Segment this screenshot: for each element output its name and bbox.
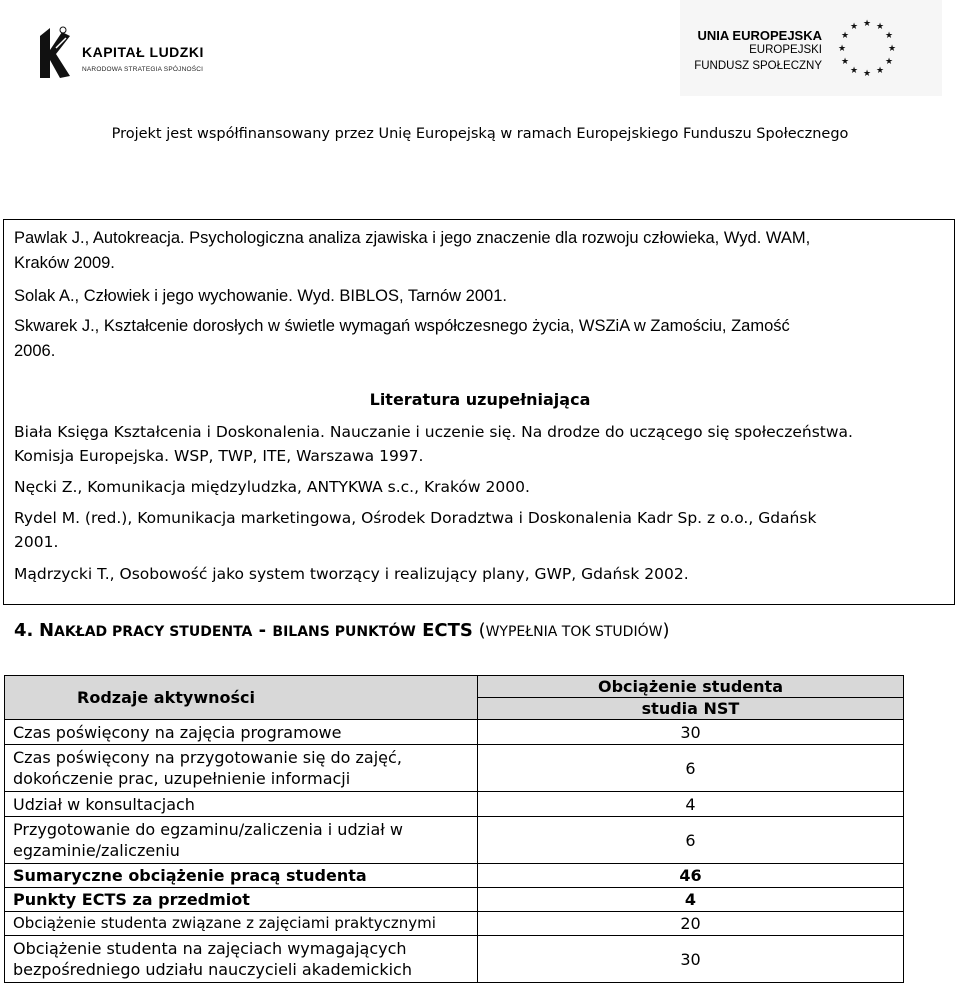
bib-supp-4: Mądrzycki T., Osobowość jako system tworzący i realizujący plany, GWP, Gdańsk 2002.: [14, 565, 689, 583]
kapital-ludzki-logo: [18, 14, 208, 94]
svg-text:★: ★: [887, 44, 897, 54]
table-row: [5, 792, 904, 817]
section-paren-open: (: [472, 620, 486, 641]
bib-supp-3-line1: Rydel M. (red.), Komunikacja marketingowa, Ośrodek Doradztwa i Doskonalenia Kadr Sp. z o.o., Gdańsk: [14, 509, 817, 527]
row-label: Sumaryczne obciążenie pracą studenta: [5, 864, 478, 888]
row-value: 20: [478, 912, 904, 936]
eu-logo: [680, 0, 942, 96]
row-label-line1: Czas poświęcony na przygotowanie się do zajęć,: [13, 748, 402, 767]
row-value: 4: [478, 888, 904, 912]
bib-main-1-line1: Pawlak J., Autokreacja. Psychologiczna analiza zjawiska i jego znaczenie dla rozwoju człowieka, Wyd. WAM,: [14, 229, 811, 247]
ects-workload-table: [4, 675, 904, 983]
row-label: [5, 936, 478, 983]
bib-main-3-line2: 2006.: [14, 342, 56, 360]
supplementary-literature-heading: Literatura uzupełniająca: [369, 390, 591, 409]
bibliography-frame: [3, 219, 955, 605]
bib-main-1-line2: Kraków 2009.: [14, 254, 115, 272]
eu-logo-line1: UNIA EUROPEJSKA: [697, 28, 822, 43]
svg-text:★: ★: [862, 19, 872, 29]
table-row: [5, 912, 904, 936]
table-row: [5, 720, 904, 745]
header-nst-studies: studia NST: [478, 698, 904, 720]
svg-text:★: ★: [875, 66, 885, 76]
row-value: 4: [478, 792, 904, 817]
bib-supp-2: Nęcki Z., Komunikacja międzyludzka, ANTYKWA s.c., Kraków 2000.: [14, 478, 530, 496]
section-title-part1: AKŁAD PRACY STUDENTA: [54, 624, 253, 640]
header-student-load: Obciążenie studenta: [478, 676, 904, 698]
svg-text:★: ★: [875, 22, 885, 32]
row-label: Czas poświęcony na zajęcia programowe: [5, 720, 478, 745]
row-label: [5, 817, 478, 864]
svg-text:★: ★: [849, 66, 859, 76]
row-value: 30: [478, 720, 904, 745]
row-label-line1: Przygotowanie do egzaminu/zaliczenia i udział w: [13, 820, 403, 839]
kapital-ludzki-subtitle: NARODOWA STRATEGIA SPÓJNOŚCI: [82, 66, 204, 73]
row-label: Udział w konsultacjach: [5, 792, 478, 817]
svg-text:★: ★: [840, 31, 850, 41]
row-label: [5, 745, 478, 792]
row-label-line2: dokończenie prac, uzupełnienie informacji: [13, 769, 351, 788]
svg-text:★: ★: [837, 44, 847, 54]
eu-stars-icon: [832, 16, 902, 80]
bib-main-2: Solak A., Człowiek i jego wychowanie. Wyd. BIBLOS, Tarnów 2001.: [14, 287, 507, 305]
section-paren-text: WYPEŁNIA TOK STUDIÓW: [485, 624, 663, 640]
section-number: 4.: [14, 620, 34, 641]
svg-text:★: ★: [884, 57, 894, 67]
row-value: 6: [478, 817, 904, 864]
table-header-row: [5, 676, 904, 698]
svg-text:★: ★: [862, 69, 872, 79]
svg-text:★: ★: [849, 22, 859, 32]
row-label-line1: Obciążenie studenta na zajęciach wymagających: [13, 939, 407, 958]
header-activity-types: Rodzaje aktywności: [5, 676, 478, 720]
svg-text:★: ★: [840, 57, 850, 67]
row-label-line2: bezpośredniego udziału nauczycieli akademickich: [13, 960, 412, 979]
row-value: 46: [478, 864, 904, 888]
kapital-ludzki-emblem-icon: [36, 24, 74, 80]
section-title-ects: ECTS: [415, 620, 473, 641]
cofunding-note: Projekt jest współfinansowany przez Unię Europejską w ramach Europejskiego Funduszu Społecznego: [111, 126, 849, 142]
bib-supp-1-line2: Komisja Europejska. WSP, TWP, ITE, Warszawa 1997.: [14, 447, 424, 465]
section-title-initial: N: [38, 620, 55, 641]
bib-supp-3-line2: 2001.: [14, 533, 59, 551]
row-label: Punkty ECTS za przedmiot: [5, 888, 478, 912]
kapital-ludzki-title: KAPITAŁ LUDZKI: [82, 44, 204, 60]
section-4-heading: [14, 620, 669, 641]
row-label: Obciążenie studenta związane z zajęciami praktycznymi: [5, 912, 478, 936]
table-row-ects-points: [5, 888, 904, 912]
svg-text:★: ★: [884, 31, 894, 41]
bib-supp-1-line1: Biała Księga Kształcenia i Doskonalenia. Nauczanie i uczenie się. Na drodze do uczącego się społeczeństwa.: [14, 423, 853, 441]
section-title-dash: -: [252, 620, 273, 641]
table-row: [5, 936, 904, 983]
eu-logo-line2: EUROPEJSKI: [749, 44, 822, 56]
row-value: 6: [478, 745, 904, 792]
bib-main-3-line1: Skwarek J., Kształcenie dorosłych w świetle wymagań współczesnego życia, WSZiA w Zamościu, Zamość: [14, 317, 790, 335]
row-value: 30: [478, 936, 904, 983]
table-row: [5, 745, 904, 792]
table-row: [5, 817, 904, 864]
section-title-part2: BILANS PUNKTÓW: [272, 624, 416, 640]
table-row-total-load: [5, 864, 904, 888]
eu-logo-line3: FUNDUSZ SPOŁECZNY: [694, 60, 822, 72]
section-paren-close: ): [662, 620, 670, 641]
row-label-line2: egzaminie/zaliczeniu: [13, 841, 180, 860]
